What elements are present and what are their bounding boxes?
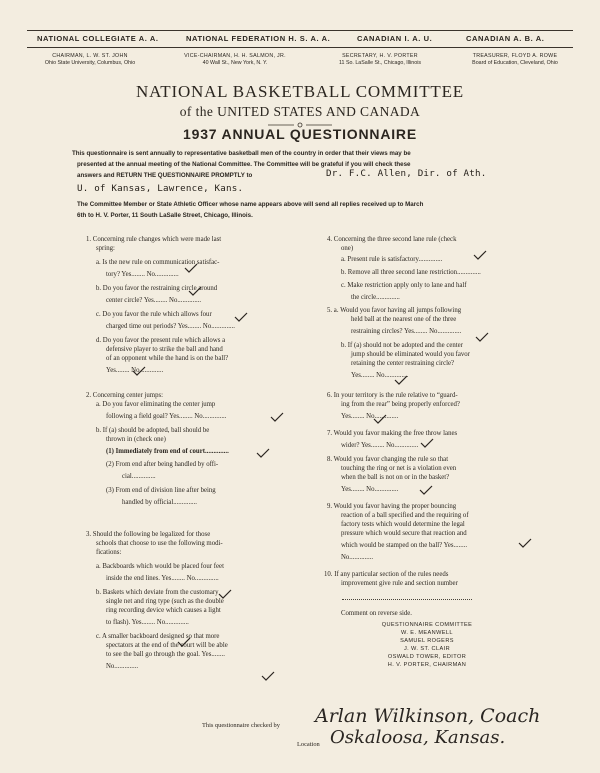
intro-line-2: presented at the annual meeting of the National Committee. The Committee will be grateful if you will check these — [77, 161, 411, 168]
location-signature: Oskaloosa, Kansas. — [330, 727, 506, 748]
q-text: spring: — [96, 245, 115, 252]
officer-role: TREASURER, FLOYD A. ROWE — [472, 53, 558, 59]
q-text: 7. Would you favor making the free throw lanes — [327, 430, 458, 437]
question-8 — [327, 455, 542, 494]
committee-member: SAMUEL ROGERS — [400, 638, 454, 644]
q-text: held ball at the nearest one of the three — [351, 316, 457, 323]
q-text: ring recording device which causes a light — [106, 607, 221, 614]
q-answer: Yes........ No.............. — [341, 486, 399, 493]
q-text: 1. Concerning rule changes which were made last — [86, 236, 222, 243]
q-text: when the ball is not on or in the basket? — [341, 474, 450, 481]
check-mark-icon — [184, 263, 198, 273]
committee-member: J. W. ST. CLAIR — [403, 646, 451, 652]
q-text: 8. Would you favor changing the rule so that — [327, 456, 449, 463]
check-mark-icon — [394, 375, 408, 385]
officer-role: VICE-CHAIRMAN, H. H. SALMON, JR. — [184, 53, 286, 59]
intro-line-6: 6th to H. V. Porter, 11 South LaSalle Street, Chicago, Illinois. — [77, 212, 253, 219]
intro-line-5: The Committee Member or State Athletic Officer whose name appears above will send all replies received up to March — [77, 201, 424, 208]
q-text: a. Do you favor eliminating the center jump — [96, 401, 216, 408]
officer-vice-chairman — [160, 53, 310, 66]
committee-subtitle: of the UNITED STATES AND CANADA — [179, 104, 421, 119]
q-option: the circle.............. — [351, 294, 400, 301]
q-text: 2. Concerning center jumps: — [86, 392, 164, 399]
comment-note: Comment on reverse side. — [341, 610, 412, 617]
questionnaire-title: 1937 ANNUAL QUESTIONNAIRE — [183, 126, 417, 142]
q-text: to see the ball go through the goal. Yes........ — [106, 651, 225, 658]
q-text: a. Is the new rule on communication satisfac- — [96, 259, 220, 266]
question-5 — [327, 306, 542, 380]
q-text: b. Baskets which deviate from the customary — [96, 589, 219, 596]
question-1 — [86, 235, 311, 375]
q-answer: charged time out periods? Yes........ No.............. — [106, 323, 236, 330]
q-text: 5. a. Would you favor having all jumps following — [327, 307, 462, 314]
officer-detail: Ohio State University, Columbus, Ohio — [44, 59, 136, 66]
officer-detail: 40 Wall St., New York, N. Y. — [202, 59, 268, 66]
q-answer: No.............. — [341, 554, 374, 561]
q-text: jump should be eliminated would you favor — [351, 351, 470, 358]
committee-member: OSWALD TOWER, EDITOR — [387, 654, 467, 660]
check-mark-icon — [132, 366, 146, 376]
officer-detail: Board of Education, Cleveland, Ohio — [472, 59, 558, 66]
org-caba: CANADIAN A. B. A. — [466, 34, 545, 43]
q-text: improvement give rule and section number — [341, 580, 458, 587]
q-answer: which would be stamped on the ball? Yes........ — [341, 542, 468, 549]
q-text: c. A smaller backboard designed so that more — [96, 633, 220, 640]
q-text: defensive player to strike the ball and hand — [106, 346, 223, 353]
q-text: retaining the center restraining circle? — [351, 360, 455, 367]
q-text: 10. If any particular section of the rules needs — [324, 571, 449, 578]
question-4 — [327, 235, 542, 302]
org-nfhsaa: NATIONAL FEDERATION H. S. A. A. — [186, 34, 331, 43]
q-text: a. Backboards which would be placed four feet — [96, 563, 224, 570]
q-option: (2) From end after being handled by offi- — [106, 461, 219, 468]
officer-role: CHAIRMAN, L. W. ST. JOHN — [52, 53, 128, 59]
officer-role: SECRETARY, H. V. PORTER — [342, 53, 418, 59]
q-answer: restraining circles? Yes........ No.............. — [351, 328, 462, 335]
q-text: fications: — [96, 549, 122, 556]
check-mark-icon — [188, 286, 202, 296]
q-answer: inside the end lines. Yes........ No.............. — [106, 575, 219, 582]
check-mark-icon — [270, 412, 284, 422]
q-option: handled by official.............. — [122, 499, 198, 506]
q-answer: wider? Yes........ No.............. — [341, 442, 419, 449]
header-bottom-rule — [27, 47, 573, 48]
q-text: thrown in (check one) — [106, 436, 166, 443]
q-option: c. Make restriction apply only to lane and half — [341, 282, 467, 289]
check-mark-icon — [373, 414, 387, 424]
intro-line-3: answers and RETURN THE QUESTIONNAIRE PROMPTLY to — [77, 172, 253, 179]
q-text: spectators at the end of the court will be able — [106, 642, 228, 649]
check-mark-icon — [177, 637, 191, 647]
check-mark-icon — [475, 332, 489, 342]
q-option: cial.............. — [122, 473, 156, 480]
officer-chairman — [15, 53, 165, 66]
q-text: b. If (a) should be adopted, ball should be — [96, 427, 210, 434]
question-6 — [327, 391, 542, 421]
q-option: a. Present rule is satisfactory.............. — [341, 256, 443, 263]
q-text: d. Do you favor the present rule which allows a — [96, 337, 226, 344]
committee-member: W. E. MEANWELL — [401, 630, 453, 636]
officer-treasurer — [440, 53, 590, 66]
q-option: b. Remove all three second lane restriction.............. — [341, 269, 481, 276]
q-option: (3) From end of division line after being — [106, 487, 216, 494]
intro-line-1: This questionnaire is sent annually to representative basketball men of the country in order that their views may be — [72, 150, 411, 157]
q-text: 9. Would you favor having the proper bouncing — [327, 503, 457, 510]
q-answer: Yes........ No.............. — [351, 372, 409, 379]
committee-title: QUESTIONNAIRE COMMITTEE — [381, 622, 473, 628]
question-9 — [327, 502, 542, 562]
q-answer: tory? Yes........ No.............. — [106, 271, 179, 278]
check-mark-icon — [518, 538, 532, 548]
checked-by-label: This questionnaire checked by — [202, 722, 280, 729]
q-text: reaction of a ball specified and the requiring of — [341, 512, 469, 519]
header-top-rule — [27, 30, 573, 31]
officer-detail: 11 So. LaSalle St., Chicago, Illinois — [338, 59, 422, 66]
question-3 — [86, 530, 311, 671]
return-address-line-1: Dr. F.C. Allen, Dir. of Ath. — [326, 168, 487, 179]
q-text: single net and ring type (such as the double — [106, 598, 224, 605]
q-text: c. Do you favor the rule which allows four — [96, 311, 212, 318]
q-answer: Yes........ No.............. — [341, 413, 399, 420]
officer-secretary — [305, 53, 455, 66]
committee-title: NATIONAL BASKETBALL COMMITTEE — [136, 82, 464, 101]
q-answer: center circle? Yes........ No.............. — [106, 297, 202, 304]
check-mark-icon — [420, 438, 434, 448]
committee-member: H. V. PORTER, CHAIRMAN — [387, 662, 467, 668]
q-text: schools that choose to use the following modi- — [96, 540, 223, 547]
q-answer: to flash). Yes........ No.............. — [106, 619, 189, 626]
q-text: touching the ring or net is a violation even — [341, 465, 457, 472]
org-ciau: CANADIAN I. A. U. — [357, 34, 433, 43]
check-mark-icon — [473, 250, 487, 260]
q-option: (1) Immediately from end of court.............. — [106, 448, 229, 455]
q-text: one) — [341, 245, 354, 252]
q-answer: No.............. — [106, 663, 139, 670]
check-mark-icon — [419, 485, 433, 495]
org-ncaa: NATIONAL COLLEGIATE A. A. — [37, 34, 159, 43]
check-mark-icon — [261, 671, 275, 681]
check-mark-icon — [234, 312, 248, 322]
question-2 — [86, 391, 311, 507]
q-text: of an opponent while the hand is on the ball? — [106, 355, 229, 362]
q-text: b. Do you favor the restraining circle around — [96, 285, 218, 292]
return-address-line-2: U. of Kansas, Lawrence, Kans. — [77, 183, 244, 194]
q-text: factory tests which would determine the legal — [341, 521, 465, 528]
q-answer: Yes........ No.............. — [106, 367, 164, 374]
q-text: 6. In your territory is the rule relative to “guard- — [327, 392, 458, 399]
q-text: pressure which would secure that reaction and — [341, 530, 467, 537]
check-mark-icon — [218, 589, 232, 599]
checked-by-signature: Arlan Wilkinson, Coach — [315, 705, 541, 727]
q-text: 3. Should the following be legalized for those — [86, 531, 211, 538]
q10-answer-line — [342, 599, 472, 600]
question-7 — [327, 429, 542, 450]
committee-block — [342, 621, 512, 669]
q-answer: following a field goal? Yes........ No.............. — [106, 413, 227, 420]
location-label: Location — [297, 741, 320, 748]
q-text: b. If (a) should not be adopted and the center — [341, 342, 463, 349]
question-10 — [324, 570, 542, 588]
q-text: ing from the rear” being properly enforced? — [341, 401, 460, 408]
q-text: 4. Concerning the three second lane rule (check — [327, 236, 457, 243]
check-mark-icon — [256, 448, 270, 458]
